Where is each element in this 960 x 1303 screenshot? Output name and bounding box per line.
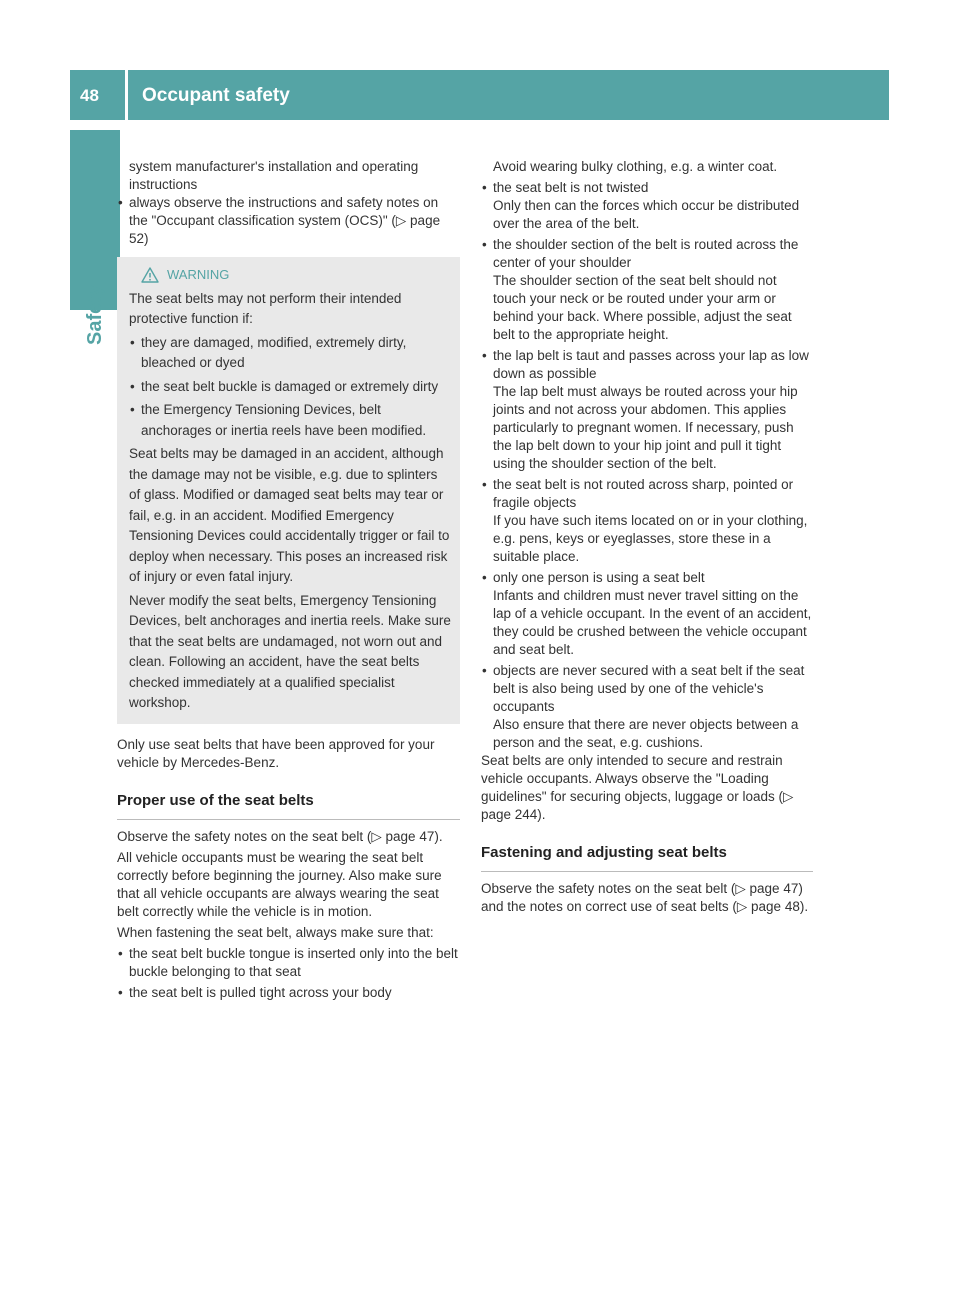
- warning-paragraph: Seat belts may be damaged in an accident, although the damage may not be visible, e.g. due to splinters of glass. Modified or damaged seat belts may tear or fail, e.g. in an accident. Modified Emergency Tensioning Devices could accidentally trigger or fail to deploy when necessary. This poses an increased risk of injury or even fatal injury.: [129, 446, 450, 584]
- warning-triangle-icon: [141, 267, 159, 283]
- paragraph: Observe the safety notes on the seat belt (▷ page 47).: [117, 828, 443, 844]
- right-column: [481, 158, 813, 916]
- warning-header: [129, 265, 451, 286]
- continued-text: Avoid wearing bulky clothing, e.g. a winter coat.: [493, 159, 778, 174]
- paragraph: Observe the safety notes on the seat belt (▷ page 47) and the notes on correct use of seat belts (▷ page 48).: [481, 881, 809, 914]
- paragraph: Only use seat belts that have been approved for your vehicle by Mercedes-Benz.: [117, 736, 435, 770]
- list-item: • the seat belt is not routed across sharp, pointed or fragile objects: [481, 476, 813, 512]
- section-heading: Fastening and adjusting seat belts: [481, 844, 813, 872]
- section-heading: Proper use of the seat belts: [117, 792, 460, 820]
- warning-intro: The seat belts may not perform their intended protective function if:: [129, 290, 402, 326]
- list-item-detail: Only then can the forces which occur be distributed over the area of the belt.: [493, 198, 800, 231]
- list-item: • the shoulder section of the belt is routed across the center of your shoulder: [481, 236, 813, 272]
- continued-text: system manufacturer's installation and operating instructions: [129, 159, 419, 192]
- page-number: 48: [80, 86, 99, 105]
- warning-list-item: • the seat belt buckle is damaged or extremely dirty: [129, 377, 451, 398]
- list-item: • objects are never secured with a seat belt if the seat belt is also being used by one of the vehicle's occupants: [481, 662, 813, 716]
- left-column: [117, 158, 460, 1002]
- paragraph: Seat belts are only intended to secure and restrain vehicle occupants. Always observe the "Loading guidelines" for securing objects, luggage or loads (▷ page 244).: [481, 753, 794, 822]
- list-item-detail: The lap belt must always be routed across your hip joints and not across your abdomen. This applies particularly to pregnant women. If necessary, push the lap belt down to your hip joint and pull it tight using the shoulder section of the belt.: [493, 384, 798, 471]
- warning-paragraph: Never modify the seat belts, Emergency Tensioning Devices, belt anchorages and inertia reels. Make sure that the seat belts are undamaged, not worn out and clean. Following an accident, have the seat belts checked immediately at a qualified specialist workshop.: [129, 592, 451, 710]
- list-item: • the seat belt is not twisted: [481, 179, 813, 197]
- list-item: • always observe the instructions and safety notes on the "Occupant classification system (OCS)" (▷ page 52): [117, 194, 460, 248]
- list-item-detail: The shoulder section of the seat belt should not touch your neck or be routed under your arm or behind your back. Where possible, adjust the seat belt to the appropriate height.: [493, 273, 792, 342]
- warning-box: [117, 257, 460, 724]
- list-item: • the seat belt buckle tongue is inserted only into the belt buckle belonging to that seat: [117, 945, 460, 981]
- warning-list-item: • the Emergency Tensioning Devices, belt anchorages or inertia reels have been modified.: [129, 400, 451, 441]
- paragraph: When fastening the seat belt, always make sure that:: [117, 924, 434, 940]
- warning-list-item: • they are damaged, modified, extremely dirty, bleached or dyed: [129, 333, 451, 374]
- side-tab: [70, 130, 120, 310]
- list-item: • only one person is using a seat belt: [481, 569, 813, 587]
- list-item-detail: If you have such items located on or in your clothing, e.g. pens, keys or eyeglasses, store these in a suitable place.: [493, 513, 808, 564]
- list-item: • the seat belt is pulled tight across your body: [117, 984, 460, 1002]
- list-item: • the lap belt is taut and passes across your lap as low down as possible: [481, 347, 813, 383]
- header-divider: [125, 70, 128, 120]
- list-item-detail: Also ensure that there are never objects between a person and the seat, e.g. cushions.: [493, 717, 799, 750]
- side-tab-label: Safety: [84, 284, 106, 345]
- section-title: Occupant safety: [142, 85, 290, 106]
- paragraph: All vehicle occupants must be wearing the seat belt correctly before beginning the journey. Also make sure that all vehicle occupants are always wearing the seat belt correctly while the vehicle is in motion.: [117, 849, 442, 919]
- list-item-detail: Infants and children must never travel sitting on the lap of a vehicle occupant. In the event of an accident, they could be crushed between the vehicle occupant and seat belt.: [493, 588, 812, 657]
- warning-title: WARNING: [167, 267, 230, 282]
